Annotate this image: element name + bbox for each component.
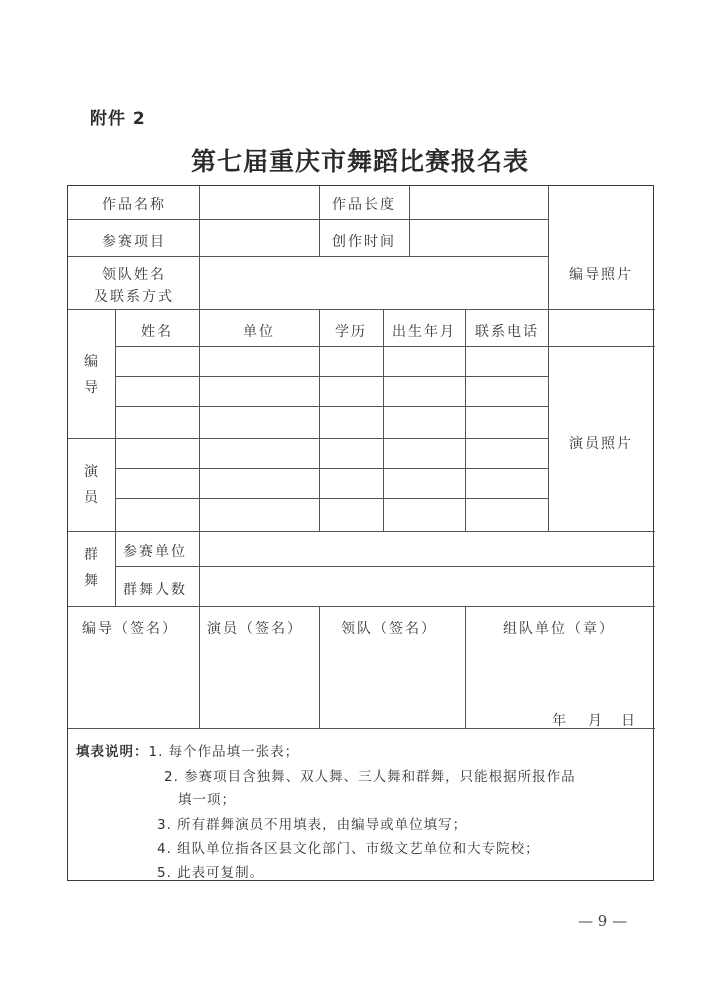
date-year: 年 bbox=[552, 713, 568, 729]
col-line bbox=[383, 309, 384, 531]
work-name-label: 作品名称 bbox=[102, 197, 166, 213]
work-length-label: 作品长度 bbox=[332, 197, 396, 213]
col-line bbox=[409, 186, 410, 256]
col-birth-header: 出生年月 bbox=[392, 324, 456, 340]
col-phone-header: 联系电话 bbox=[475, 324, 539, 340]
category-label: 参赛项目 bbox=[102, 234, 166, 250]
group-unit-label: 参赛单位 bbox=[123, 544, 187, 560]
group-char: 导 bbox=[84, 380, 98, 396]
col-name-header: 姓名 bbox=[141, 324, 173, 340]
col-line bbox=[465, 606, 466, 728]
group-char: 演 bbox=[84, 464, 98, 480]
group-char: 群 bbox=[84, 547, 98, 563]
col-line bbox=[199, 531, 200, 606]
leader-label-line2: 及联系方式 bbox=[94, 289, 174, 305]
row-line bbox=[548, 346, 655, 347]
col-line bbox=[319, 186, 320, 256]
date-month: 月 bbox=[588, 713, 604, 729]
group-dance-label bbox=[83, 542, 99, 594]
performer-group-label bbox=[83, 459, 99, 511]
row-line bbox=[68, 256, 548, 257]
col-line bbox=[548, 186, 549, 531]
note-item: 5. 此表可复制。 bbox=[157, 865, 265, 881]
performer-signature-label: 演员（签名） bbox=[207, 621, 303, 637]
note-item: 3. 所有群舞演员不用填表，由编导或单位填写； bbox=[157, 817, 468, 833]
col-education-header: 学历 bbox=[335, 324, 367, 340]
row-line bbox=[68, 309, 655, 310]
note-item: 2. 参赛项目含独舞、双人舞、三人舞和群舞，只能根据所报作品 bbox=[164, 769, 576, 785]
col-unit-header: 单位 bbox=[243, 324, 275, 340]
row-line bbox=[115, 468, 548, 469]
leader-label-line1: 领队姓名 bbox=[102, 267, 166, 283]
note-item: 1. 每个作品填一张表； bbox=[148, 744, 300, 760]
notes-heading-line bbox=[76, 740, 299, 760]
org-seal-label: 组队单位（章） bbox=[503, 621, 615, 637]
row-line bbox=[68, 438, 548, 439]
col-line bbox=[199, 186, 200, 309]
note-item: 4. 组队单位指各区县文化部门、市级文艺单位和大专院校； bbox=[157, 841, 540, 857]
group-char: 员 bbox=[84, 490, 98, 506]
note-item: 填一项； bbox=[178, 792, 236, 808]
attachment-label: 附件 2 bbox=[90, 109, 146, 129]
page-title: 第七届重庆市舞蹈比赛报名表 bbox=[190, 147, 529, 176]
leader-signature-label: 领队（签名） bbox=[341, 621, 437, 637]
registration-form bbox=[67, 185, 654, 881]
row-line bbox=[115, 346, 548, 347]
row-line bbox=[115, 566, 655, 567]
col-line bbox=[465, 309, 466, 531]
page-number: — 9 — bbox=[578, 912, 628, 930]
row-line bbox=[115, 376, 548, 377]
row-line bbox=[68, 531, 655, 532]
choreographer-signature-label: 编导（签名） bbox=[82, 621, 178, 637]
row-line bbox=[115, 498, 548, 499]
creation-time-label: 创作时间 bbox=[332, 234, 396, 250]
group-char: 编 bbox=[84, 354, 98, 370]
col-line bbox=[199, 309, 200, 531]
row-line bbox=[68, 219, 548, 220]
col-line bbox=[199, 606, 200, 728]
col-line bbox=[319, 309, 320, 531]
choreographer-photo-label: 编导照片 bbox=[569, 267, 633, 283]
choreographer-group-label bbox=[83, 349, 99, 401]
group-count-label: 群舞人数 bbox=[123, 582, 187, 598]
date-day: 日 bbox=[621, 713, 637, 729]
row-line bbox=[68, 606, 655, 607]
col-line bbox=[319, 606, 320, 728]
row-line bbox=[115, 406, 548, 407]
col-line bbox=[115, 309, 116, 606]
group-char: 舞 bbox=[84, 573, 98, 589]
notes-heading: 填表说明： bbox=[76, 744, 149, 760]
performer-photo-label: 演员照片 bbox=[569, 436, 633, 452]
